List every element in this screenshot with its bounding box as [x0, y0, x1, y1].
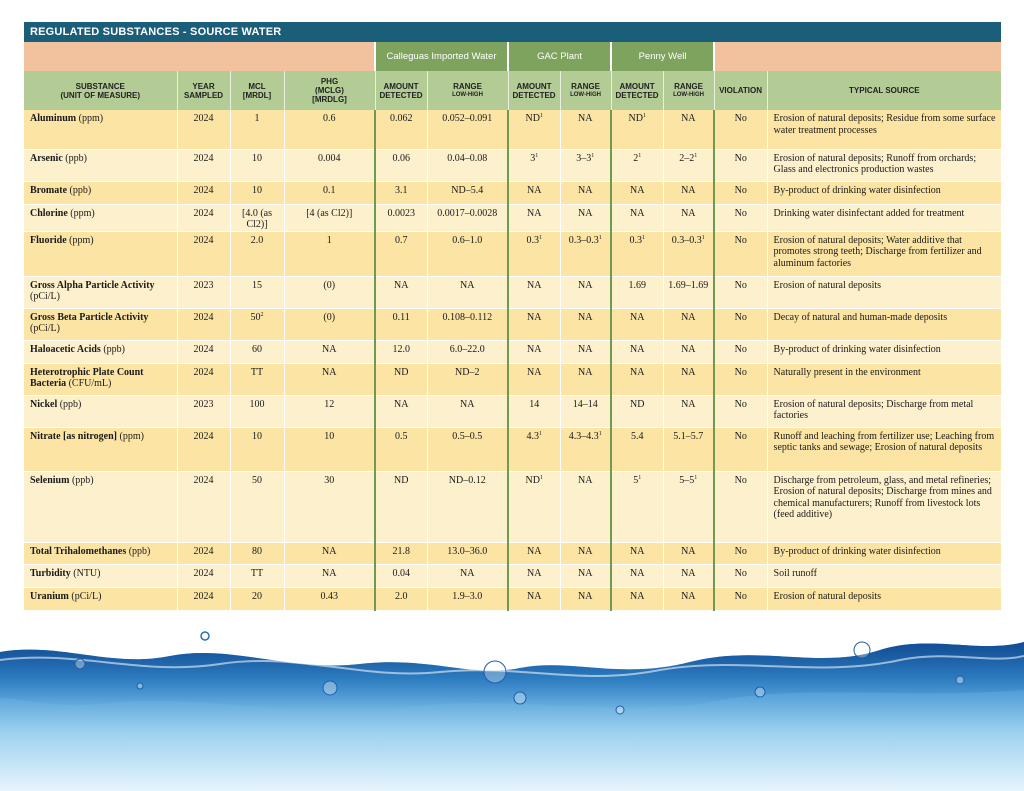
cell-penny-amount: $2^1$: [611, 149, 663, 181]
cell-phg: (0): [284, 276, 375, 308]
table-row: [24, 110, 1001, 149]
cell-mcl: 1: [230, 110, 284, 149]
cell-penny-amount: NA: [611, 587, 663, 610]
group-band-empty: [24, 42, 375, 71]
cell-calleguas-range: 0.0017–0.0028: [427, 204, 508, 231]
cell-mcl: 20: [230, 587, 284, 610]
cell-calleguas-range: ND–0.12: [427, 471, 508, 542]
cell-substance: Aluminum (ppm): [24, 110, 177, 149]
cell-phg: 0.43: [284, 587, 375, 610]
cell-gac-amount: NA: [508, 181, 560, 204]
cell-typical-source: Runoff and leaching from fertilizer use; Leaching from septic tanks and sewage; Erosion of natural deposits: [767, 427, 1001, 471]
cell-mcl: 10: [230, 427, 284, 471]
table-row: [24, 427, 1001, 471]
cell-penny-amount: 1.69: [611, 276, 663, 308]
header-calleguas-amount: AMOUNT DETECTED: [375, 71, 427, 110]
cell-year: 2024: [177, 363, 230, 395]
cell-substance: Gross Beta Particle Activity (pCi/L): [24, 308, 177, 340]
cell-penny-amount: 5.4: [611, 427, 663, 471]
table-body: [24, 110, 1001, 610]
cell-penny-amount: $5^1$: [611, 471, 663, 542]
cell-year: 2024: [177, 204, 230, 231]
cell-calleguas-amount: 21.8: [375, 542, 427, 564]
cell-calleguas-range: 1.9–3.0: [427, 587, 508, 610]
cell-phg: 0.004: [284, 149, 375, 181]
cell-substance: Nickel (ppb): [24, 395, 177, 427]
header-substance: SUBSTANCE (UNIT OF MEASURE): [24, 71, 177, 110]
cell-penny-range: NA: [663, 587, 714, 610]
table-row: [24, 308, 1001, 340]
cell-penny-range: $2-2^1$: [663, 149, 714, 181]
cell-penny-range: NA: [663, 110, 714, 149]
cell-violation: No: [714, 363, 767, 395]
cell-violation: No: [714, 276, 767, 308]
cell-gac-amount: NA: [508, 564, 560, 587]
cell-phg: 10: [284, 427, 375, 471]
cell-calleguas-range: NA: [427, 395, 508, 427]
cell-year: 2024: [177, 564, 230, 587]
cell-violation: No: [714, 542, 767, 564]
cell-calleguas-amount: 12.0: [375, 340, 427, 363]
cell-calleguas-amount: NA: [375, 276, 427, 308]
cell-substance: Selenium (ppb): [24, 471, 177, 542]
header-typical-source: TYPICAL SOURCE: [767, 71, 1001, 110]
header-violation: VIOLATION: [714, 71, 767, 110]
cell-year: 2024: [177, 542, 230, 564]
cell-gac-range: NA: [560, 471, 611, 542]
cell-violation: No: [714, 110, 767, 149]
table-row: [24, 564, 1001, 587]
cell-penny-range: $5-5^1$: [663, 471, 714, 542]
cell-violation: No: [714, 564, 767, 587]
cell-gac-range: $3-3^1$: [560, 149, 611, 181]
cell-mcl: 80: [230, 542, 284, 564]
table-row: [24, 542, 1001, 564]
cell-typical-source: Soil runoff: [767, 564, 1001, 587]
cell-calleguas-amount: ND: [375, 363, 427, 395]
cell-gac-amount: $3^1$: [508, 149, 560, 181]
cell-penny-amount: NA: [611, 363, 663, 395]
header-penny-amount: AMOUNT DETECTED: [611, 71, 663, 110]
table-row: [24, 471, 1001, 542]
cell-calleguas-amount: 3.1: [375, 181, 427, 204]
cell-gac-amount: NA: [508, 340, 560, 363]
cell-calleguas-amount: 0.11: [375, 308, 427, 340]
cell-year: 2024: [177, 471, 230, 542]
cell-substance: Heterotrophic Plate Count Bacteria (CFU/mL): [24, 363, 177, 395]
cell-phg: 0.1: [284, 181, 375, 204]
cell-year: 2024: [177, 181, 230, 204]
cell-gac-range: NA: [560, 340, 611, 363]
cell-gac-range: 14–14: [560, 395, 611, 427]
cell-penny-range: NA: [663, 363, 714, 395]
cell-calleguas-amount: 0.06: [375, 149, 427, 181]
cell-calleguas-range: 0.108–0.112: [427, 308, 508, 340]
header-gac-range: RANGE LOW-HIGH: [560, 71, 611, 110]
cell-penny-range: NA: [663, 204, 714, 231]
cell-mcl: TT: [230, 363, 284, 395]
cell-substance: Gross Alpha Particle Activity (pCi/L): [24, 276, 177, 308]
cell-typical-source: Drinking water disinfectant added for treatment: [767, 204, 1001, 231]
cell-typical-source: By-product of drinking water disinfection: [767, 542, 1001, 564]
cell-typical-source: By-product of drinking water disinfection: [767, 340, 1001, 363]
header-gac-amount: AMOUNT DETECTED: [508, 71, 560, 110]
cell-mcl: 10: [230, 181, 284, 204]
cell-gac-amount: NA: [508, 276, 560, 308]
cell-year: 2023: [177, 395, 230, 427]
cell-substance: Total Trihalomethanes (ppb): [24, 542, 177, 564]
cell-penny-amount: $ND^1$: [611, 110, 663, 149]
cell-penny-amount: $0.3^1$: [611, 231, 663, 276]
cell-calleguas-amount: 0.04: [375, 564, 427, 587]
cell-gac-amount: $4.3^1$: [508, 427, 560, 471]
table-row: [24, 204, 1001, 231]
cell-year: 2024: [177, 231, 230, 276]
cell-penny-range: NA: [663, 181, 714, 204]
cell-typical-source: Erosion of natural deposits: [767, 587, 1001, 610]
cell-mcl: 60: [230, 340, 284, 363]
cell-calleguas-amount: NA: [375, 395, 427, 427]
header-mcl: MCL [MRDL]: [230, 71, 284, 110]
cell-calleguas-amount: 0.7: [375, 231, 427, 276]
cell-substance: Bromate (ppb): [24, 181, 177, 204]
cell-phg: 30: [284, 471, 375, 542]
cell-gac-range: $0.3-0.3^1$: [560, 231, 611, 276]
cell-typical-source: Erosion of natural deposits; Runoff from orchards; Glass and electronics production wastes: [767, 149, 1001, 181]
water-wave-illustration: [0, 620, 1024, 791]
cell-penny-amount: NA: [611, 542, 663, 564]
cell-calleguas-range: 0.052–0.091: [427, 110, 508, 149]
group-gac-plant: GAC Plant: [508, 42, 611, 71]
cell-calleguas-amount: 0.0023: [375, 204, 427, 231]
cell-calleguas-range: NA: [427, 276, 508, 308]
cell-gac-range: $4.3-4.3^1$: [560, 427, 611, 471]
table-row: [24, 363, 1001, 395]
cell-gac-amount: NA: [508, 542, 560, 564]
header-phg: PHG (MCLG) [MRDLG]: [284, 71, 375, 110]
cell-gac-range: NA: [560, 542, 611, 564]
cell-calleguas-amount: 0.5: [375, 427, 427, 471]
cell-penny-range: $0.3-0.3^1$: [663, 231, 714, 276]
cell-gac-amount: $ND^1$: [508, 471, 560, 542]
cell-substance: Uranium (pCi/L): [24, 587, 177, 610]
cell-phg: [4 (as Cl2)]: [284, 204, 375, 231]
cell-violation: No: [714, 395, 767, 427]
table-row: [24, 587, 1001, 610]
cell-typical-source: Erosion of natural deposits: [767, 276, 1001, 308]
cell-mcl: TT: [230, 564, 284, 587]
cell-year: 2024: [177, 308, 230, 340]
table-row: [24, 395, 1001, 427]
cell-calleguas-range: NA: [427, 564, 508, 587]
cell-year: 2023: [177, 276, 230, 308]
cell-gac-range: NA: [560, 587, 611, 610]
cell-typical-source: Erosion of natural deposits; Residue from some surface water treatment processes: [767, 110, 1001, 149]
cell-year: 2024: [177, 110, 230, 149]
cell-calleguas-range: 0.04–0.08: [427, 149, 508, 181]
substances-table: [24, 42, 1001, 611]
cell-violation: No: [714, 427, 767, 471]
cell-gac-range: NA: [560, 204, 611, 231]
cell-typical-source: Erosion of natural deposits; Water additive that promotes strong teeth; Discharge from fertilizer and aluminum factories: [767, 231, 1001, 276]
cell-mcl: [4.0 (as Cl2)]: [230, 204, 284, 231]
cell-penny-amount: NA: [611, 564, 663, 587]
document: [24, 22, 1001, 611]
section-banner: REGULATED SUBSTANCES - SOURCE WATER: [24, 22, 1001, 42]
column-header-row: [24, 71, 1001, 110]
cell-mcl: 50: [230, 471, 284, 542]
table-row: [24, 149, 1001, 181]
cell-substance: Fluoride (ppm): [24, 231, 177, 276]
cell-violation: No: [714, 204, 767, 231]
cell-penny-amount: NA: [611, 204, 663, 231]
cell-gac-amount: $ND^1$: [508, 110, 560, 149]
cell-penny-range: NA: [663, 395, 714, 427]
cell-penny-amount: NA: [611, 181, 663, 204]
cell-calleguas-range: 0.5–0.5: [427, 427, 508, 471]
cell-calleguas-range: ND–5.4: [427, 181, 508, 204]
cell-penny-range: NA: [663, 564, 714, 587]
cell-penny-range: 1.69–1.69: [663, 276, 714, 308]
cell-gac-range: NA: [560, 110, 611, 149]
cell-calleguas-amount: ND: [375, 471, 427, 542]
cell-substance: Turbidity (NTU): [24, 564, 177, 587]
cell-year: 2024: [177, 149, 230, 181]
cell-penny-amount: NA: [611, 308, 663, 340]
cell-gac-range: NA: [560, 181, 611, 204]
cell-typical-source: Naturally present in the environment: [767, 363, 1001, 395]
cell-calleguas-range: 0.6–1.0: [427, 231, 508, 276]
cell-mcl: 100: [230, 395, 284, 427]
cell-typical-source: By-product of drinking water disinfection: [767, 181, 1001, 204]
cell-gac-amount: 14: [508, 395, 560, 427]
cell-phg: NA: [284, 363, 375, 395]
cell-violation: No: [714, 471, 767, 542]
group-header-row: [24, 42, 1001, 71]
cell-mcl: $50^2$: [230, 308, 284, 340]
cell-violation: No: [714, 181, 767, 204]
cell-gac-amount: $0.3^1$: [508, 231, 560, 276]
cell-year: 2024: [177, 340, 230, 363]
cell-phg: NA: [284, 542, 375, 564]
cell-penny-range: 5.1–5.7: [663, 427, 714, 471]
cell-gac-range: NA: [560, 276, 611, 308]
cell-substance: Nitrate [as nitrogen] (ppm): [24, 427, 177, 471]
cell-typical-source: Discharge from petroleum, glass, and metal refineries; Erosion of natural deposits; Discharge from mines and chemical manufacturers; Runoff from livestock lots (feed additive): [767, 471, 1001, 542]
group-calleguas: Calleguas Imported Water: [375, 42, 508, 71]
cell-phg: NA: [284, 564, 375, 587]
cell-violation: No: [714, 308, 767, 340]
cell-phg: (0): [284, 308, 375, 340]
cell-gac-amount: NA: [508, 308, 560, 340]
cell-penny-range: NA: [663, 542, 714, 564]
cell-gac-range: NA: [560, 308, 611, 340]
cell-gac-range: NA: [560, 363, 611, 395]
cell-year: 2024: [177, 587, 230, 610]
table-row: [24, 231, 1001, 276]
cell-calleguas-range: 13.0–36.0: [427, 542, 508, 564]
cell-gac-amount: NA: [508, 587, 560, 610]
cell-mcl: 10: [230, 149, 284, 181]
cell-gac-amount: NA: [508, 204, 560, 231]
cell-substance: Arsenic (ppb): [24, 149, 177, 181]
cell-calleguas-amount: 0.062: [375, 110, 427, 149]
cell-violation: No: [714, 340, 767, 363]
cell-typical-source: Erosion of natural deposits; Discharge from metal factories: [767, 395, 1001, 427]
cell-gac-range: NA: [560, 564, 611, 587]
table-row: [24, 276, 1001, 308]
cell-violation: No: [714, 587, 767, 610]
cell-penny-amount: ND: [611, 395, 663, 427]
cell-penny-range: NA: [663, 308, 714, 340]
cell-substance: Chlorine (ppm): [24, 204, 177, 231]
cell-typical-source: Decay of natural and human-made deposits: [767, 308, 1001, 340]
cell-penny-range: NA: [663, 340, 714, 363]
cell-year: 2024: [177, 427, 230, 471]
cell-phg: 12: [284, 395, 375, 427]
table-row: [24, 181, 1001, 204]
cell-mcl: 15: [230, 276, 284, 308]
cell-violation: No: [714, 231, 767, 276]
cell-calleguas-amount: 2.0: [375, 587, 427, 610]
table-row: [24, 340, 1001, 363]
cell-substance: Haloacetic Acids (ppb): [24, 340, 177, 363]
header-calleguas-range: RANGE LOW-HIGH: [427, 71, 508, 110]
cell-phg: 1: [284, 231, 375, 276]
cell-phg: NA: [284, 340, 375, 363]
header-year: YEAR SAMPLED: [177, 71, 230, 110]
cell-calleguas-range: ND–2: [427, 363, 508, 395]
group-penny-well: Penny Well: [611, 42, 714, 71]
cell-penny-amount: NA: [611, 340, 663, 363]
cell-calleguas-range: 6.0–22.0: [427, 340, 508, 363]
header-penny-range: RANGE LOW-HIGH: [663, 71, 714, 110]
cell-mcl: 2.0: [230, 231, 284, 276]
cell-phg: 0.6: [284, 110, 375, 149]
group-band-empty: [714, 42, 1001, 71]
cell-gac-amount: NA: [508, 363, 560, 395]
cell-violation: No: [714, 149, 767, 181]
